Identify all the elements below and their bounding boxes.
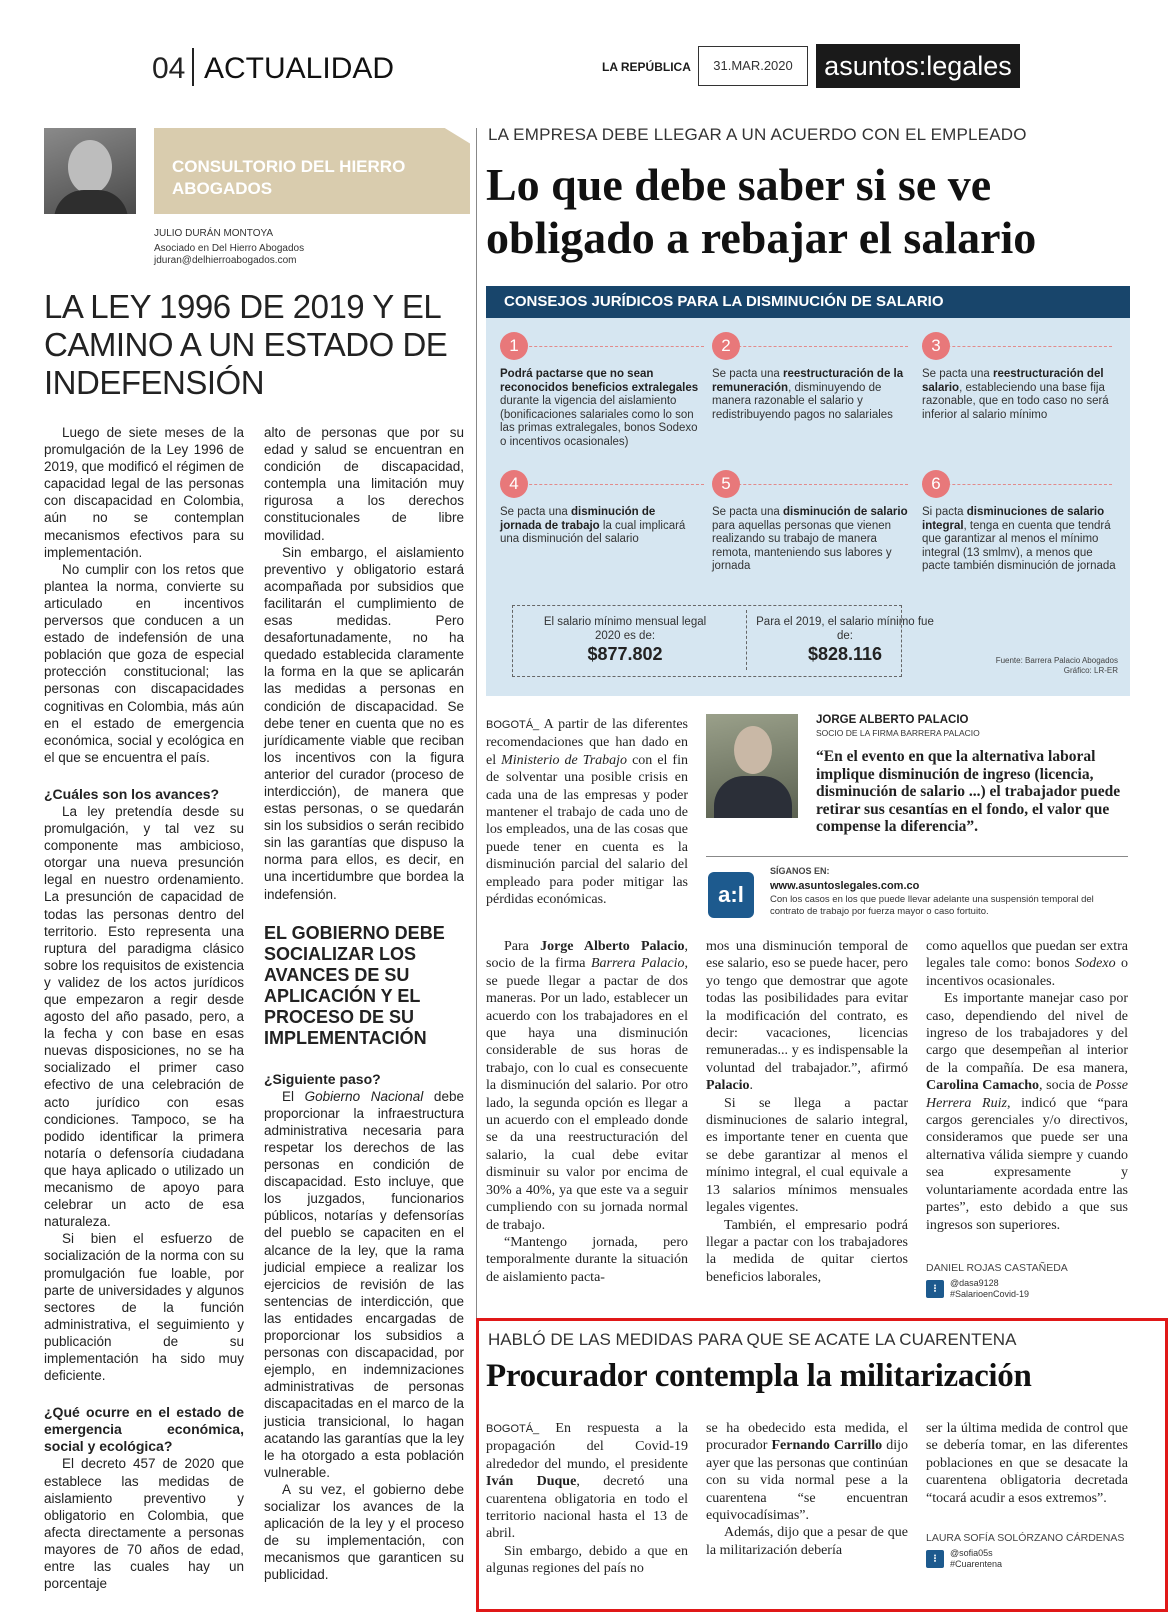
- paragraph: Además, dijo que a pesar de que la militarización debería: [706, 1525, 908, 1558]
- social-icon: ⁝: [926, 1280, 944, 1298]
- opinion-title: LA LEY 1996 DE 2019 Y EL CAMINO A UN ESTADO DE INDEFENSIÓN: [44, 288, 448, 401]
- author-role: Asociado en Del Hierro Abogados: [154, 243, 305, 254]
- tip-4: Se pacta una disminución de jornada de trabajo la cual implicará una disminución del salario: [500, 506, 686, 545]
- bottom-headline: Procurador contempla la militarización: [486, 1358, 1032, 1394]
- paragraph: BOGOTÁ_ A partir de las diferentes recomendaciones que han dado en el Ministerio de Trabajo con el fin de solventar una posible crisis en cada una de las empresas y poder mantener el trabajo de cada uno de los empleados, una de las cosas que puede tener en cuenta es la disminución parcial del salario del empleado para poder mitigar las pérdidas económicas.: [486, 717, 688, 908]
- author-email: jduran@delhierroabogados.com: [154, 255, 297, 266]
- paragraph: Sin embargo, debido a que en algunas regiones del país no: [486, 1543, 688, 1577]
- tip-6: Si pacta disminuciones de salario integral, tenga en cuenta que tendrá que garantizar al menos el mínimo integral (13 smlmv), a menos que pacte también disminución de jornada: [922, 506, 1116, 572]
- quote-role: SOCIO DE LA FIRMA BARRERA PALACIO: [816, 728, 980, 738]
- paragraph: se ha obedecido esta medida, el procurador Fernando Carrillo dijo ayer que las personas que continúan con su vida normal pese a la cuarentena “se encuentran equivocadísimas”.: [706, 1421, 909, 1524]
- column-name: CONSULTORIO DEL HIERRO ABOGADOS: [172, 157, 406, 198]
- bottom-column-2: [706, 1420, 908, 1559]
- social-icon: ⁝: [926, 1550, 944, 1568]
- tip-rule: [922, 346, 1112, 347]
- paragraph: Para Jorge Alberto Palacio, socio de la firma Barrera Palacio, se puede llegar a pactar de dos maneras. Por un lado, establecer un acuerdo con los trabajadores en el que haya una disminución considerable de sus horas de trabajo, con lo cual es consecuente la disminución del salario. Por otro lado, la segunda opción es llegar a un acuerdo con el empleado donde se da una reestructuración del salario, la cual debe evitar disminuir su valor por encima de 30% a 40%, ya que este va a seguir cumpliendo con su jornada normal de trabajo.: [486, 939, 689, 1233]
- follow-description: Con los casos en los que puede llevar adelante una suspensión temporal del contrato de trabajo por fuerza mayor o caso fortuito.: [770, 894, 1094, 917]
- section-title: ACTUALIDAD: [204, 52, 395, 85]
- opinion-column-1: [44, 424, 244, 1592]
- paragraph: Luego de siete meses de la promulgación de la Ley 1996 de 2019, que modificó el régimen de capacidad legal de las personas con discapacidad en Colombia, aún no se contemplan mecanismos efectivos para su implementación.: [44, 425, 244, 560]
- quote-photo: [706, 714, 798, 818]
- paragraph: Es importante manejar caso por caso, dependiendo del nivel de ingreso de los trabajadores y del cargo que desempeñan al interior de la compañía. De esa manera, Carolina Camacho, socia de Posse Herrera Ruiz, indicó que “para cargos gerenciales y/o directivos, consideramos que puede ser una alternativa válida siempre y cuando sea expresamente y voluntariamente acordada entre las partes”, esto debido a que sus ingresos son superiores.: [926, 991, 1128, 1233]
- bottom-column-1: [486, 1420, 688, 1578]
- tip-rule: [922, 484, 1112, 485]
- follow-label: SÍGANOS EN:: [770, 866, 830, 876]
- tip-rule: [514, 484, 704, 485]
- paragraph: El Gobierno Nacional debe proporcionar la infraestructura administrativa necesaria para respetar los derechos de las personas en condición de discapacidad. Esto incluye, que los juzgados, funcionarios públicos, notarías y defensorías del pueblo se capaciten en el alcance de la ley, que la rama judicial empiece a realizar los ejercicios de revisión de las sentencias de interdicción, que las entidades encargadas de proporcionar los subsidios a personas con discapacidad, por ejemplo, en indemnizaciones administrativas de personas discapacitadas en el marco de la justicia transicional, lo hagan acatando las garantías que la ley le ha otorgado a esta población vulnerable.: [264, 1088, 464, 1480]
- salary-2020-value: $877.802: [587, 644, 663, 664]
- bottom-kicker: HABLÓ DE LAS MEDIDAS PARA QUE SE ACATE LA CUARENTENA: [488, 1330, 1017, 1349]
- infographic-title: CONSEJOS JURÍDICOS PARA LA DISMINUCIÓN DE SALARIO: [486, 286, 1130, 318]
- author-photo: [44, 128, 136, 214]
- article-headline: Lo que debe saber si se ve obligado a rebajar el salario: [486, 159, 1037, 263]
- tip-2: Se pacta una reestructuración de la remuneración, disminuyendo de manera razonable el salario y redistribuyendo pagos no salariales: [712, 368, 904, 421]
- tip-number-5: 5: [712, 470, 740, 498]
- social-handles: @sofia05s #Cuarentena: [950, 1548, 1003, 1569]
- asuntos-legales-logo: a:l: [708, 872, 754, 918]
- paragraph: “Mantengo jornada, pero temporalmente durante la situación de aislamiento pacta-: [486, 1234, 688, 1285]
- paragraph: Sin embargo, el aislamiento preventivo y obligatorio estará acompañada por subsidios que facilitarán el cumplimiento de esas medidas. Pero desafortunadamente, no ha quedado establecida claramente la forma en la que se aplicarán las medidas a personas en condición de discapacidad. Se debe tener en cuenta que no es jurídicamente viable que reciban los incentivos con la figura anterior del curador (proceso de interdicción), de manera que estas personas, o se quedarán sin los subsidios o serán recibido sin las garantías que dispuso la norma para ellos, es decir, en una incertidumbre que bordea la indefensión.: [264, 544, 464, 902]
- salary-2019-value: $828.116: [807, 644, 883, 664]
- salary-separator: [746, 610, 747, 670]
- tip-rule: [718, 346, 908, 347]
- article-column-1: [486, 938, 688, 1286]
- quote-name: JORGE ALBERTO PALACIO: [816, 714, 969, 726]
- social-handles: @dasa9128 #SalarioenCovid-19: [950, 1278, 1030, 1299]
- tip-rule: [718, 484, 908, 485]
- tip-1: Podrá pactarse que no sean reconocidos beneficios extralegales durante la vigencia del aislamiento (bonificaciones salariales como lo son las primas extralegales, bonos Sodexo o incentivos ocasionales): [500, 368, 699, 448]
- article-kicker: LA EMPRESA DEBE LLEGAR A UN ACUERDO CON EL EMPLEADO: [488, 125, 1027, 144]
- author-name: JULIO DURÁN MONTOYA: [154, 228, 274, 239]
- tip-rule: [514, 346, 704, 347]
- infographic-source: Fuente: Barrera Palacio Abogados Gráfico: LR-ER: [995, 656, 1118, 675]
- paragraph: El decreto 457 de 2020 que establece las medidas de aislamiento preventivo y obligatorio en Colombia, que afecta directamente a personas mayores de 70 años de edad, entre las cuales hay un porcentaje: [44, 1456, 244, 1592]
- tip-number-2: 2: [712, 332, 740, 360]
- paragraph: Si bien el esfuerzo de socialización de la norma con su promulgación fue loable, por parte de universidades y algunos sectores de la función administrativa, el seguimiento y publicación de su implementación ha sido muy deficiente.: [44, 1231, 244, 1384]
- tip-number-1: 1: [500, 332, 528, 360]
- bottom-byline: LAURA SOFÍA SOLÓRZANO CÁRDENAS: [926, 1532, 1125, 1544]
- tip-3: Se pacta una reestructuración del salario, estableciendo una base fija razonable, que en todo caso no será inferior al salario mínimo: [922, 368, 1109, 421]
- tip-number-6: 6: [922, 470, 950, 498]
- salary-2020-label: El salario mínimo mensual legal 2020 es de:: [543, 616, 707, 642]
- article-column-3: [926, 938, 1128, 1234]
- subheading: ¿Qué ocurre en el estado de emergencia económica, social y ecológica?: [44, 1404, 244, 1455]
- subheading: ¿Cuáles son los avances?: [44, 785, 220, 802]
- tip-5: Se pacta una disminución de salario para aquellas personas que vienen realizando su trabajo de manera remota, manteniendo sus labores y jornada: [712, 506, 908, 572]
- paragraph: También, el empresario podrá llegar a pactar con los trabajadores la medida de quitar ciertos beneficios laborales,: [706, 1217, 908, 1285]
- paragraph: La ley pretendía desde su promulgación, y tal vez su componente mas ambicioso, otorgar una nueva presunción legal en nuestro ordenamiento. La presunción de capacidad de todas las personas dentro del territorio. Esto representa una ruptura del paradigma clásico sobre los requisitos de existencia y validez de los actos jurídicos que empezaron a regir desde agosto del año pasado, pero, a la fecha y con base en esas nuevas disposiciones, no se ha socializado el primer caso efectivo de una celebración de acto jurídico con esas condiciones. Tampoco, se ha podido identificar la primera notaría o defensoría ciudadana que haya aplicado o utilizado un mecanismo de apoyo para celebrar un acto de esa naturaleza.: [44, 803, 244, 1230]
- issue-date: 31.MAR.2020: [698, 46, 808, 86]
- paragraph: Si se llega a pactar disminuciones de salario integral, es importante tener en cuenta que se debe garantizar al menos el mínimo integral, el cual equivale a 13 salarios mínimos mensuales legales vigentes.: [706, 1095, 908, 1216]
- paragraph: alto de personas que por su edad y salud se encuentran en condición de discapacidad, contempla una limitación muy rigurosa a los derechos constitucionales de libre movilidad.: [264, 425, 464, 543]
- opinion-column-2: [264, 424, 464, 1583]
- pull-subhead: EL GOBIERNO DEBE SOCIALIZAR LOS AVANCES DE SU APLICACIÓN Y EL PROCESO DE SU IMPLEMENTACIÓN: [264, 922, 445, 1048]
- article-column-2: [706, 938, 908, 1286]
- quote-text: “En el evento en que la alternativa laboral implique disminución de ingreso (licencia, disminución de salario ...) el trabajador puede retirar sus cesantías en el fondo, el valor que compense la diferencia”.: [816, 748, 1121, 836]
- page-number: 04: [152, 52, 186, 85]
- brand-logo: asuntos:legales: [816, 44, 1020, 88]
- paragraph: A su vez, el gobierno debe socializar los avances de la aplicación de la ley y el proceso de su implementación, con mecanismos que garanticen su publicidad.: [264, 1481, 464, 1583]
- article-column-1-top: [486, 716, 688, 908]
- paragraph: BOGOTÁ_ En respuesta a la propagación del Covid-19 alrededor del mundo, el presidente Iván Duque, decretó una cuarentena obligatoria en todo el territorio nacional hasta el 13 de abril.: [486, 1421, 688, 1542]
- header-divider: [192, 48, 194, 86]
- follow-url[interactable]: www.asuntoslegales.com.co: [770, 880, 920, 892]
- bottom-column-3: [926, 1420, 1128, 1507]
- paragraph: ser la última medida de control que se debería tomar, en las diferentes poblaciones en que se desacate la cuarentena obligatoria decretada “tocará acudir a esos extremos”.: [926, 1421, 1128, 1506]
- tip-number-4: 4: [500, 470, 528, 498]
- subheading: ¿Siguiente paso?: [264, 1070, 381, 1087]
- publication-name: LA REPÚBLICA: [602, 60, 691, 74]
- paragraph: mos una disminución temporal de ese salario, eso se puede hacer, pero yo tengo que demostrar que agote todas las posibilidades para evitar la modificación del contrato, es decir: vacaciones, licencias remuneradas... y es indispensable la voluntad del trabajador.”, afirmó Palacio.: [706, 939, 908, 1094]
- follow-divider: [706, 856, 1128, 857]
- paragraph: No cumplir con los retos que plantea la norma, convierte su articulado en incentivos perversos que conducen a un estado de indefensión de una población que goza de especial protección constitucional; las personas con discapacidades cognitivas en Colombia, más aún en el estado de emergencia económica, social y ecológica en el que se encuentra el país.: [44, 561, 244, 765]
- salary-2019-label: Para el 2019, el salario mínimo fue de:: [756, 616, 934, 642]
- article-byline: DANIEL ROJAS CASTAÑEDA: [926, 1262, 1068, 1274]
- tip-number-3: 3: [922, 332, 950, 360]
- paragraph: como aquellos que puedan ser extra legales tale como: bonos Sodexo o incentivos ocasionales.: [926, 939, 1128, 989]
